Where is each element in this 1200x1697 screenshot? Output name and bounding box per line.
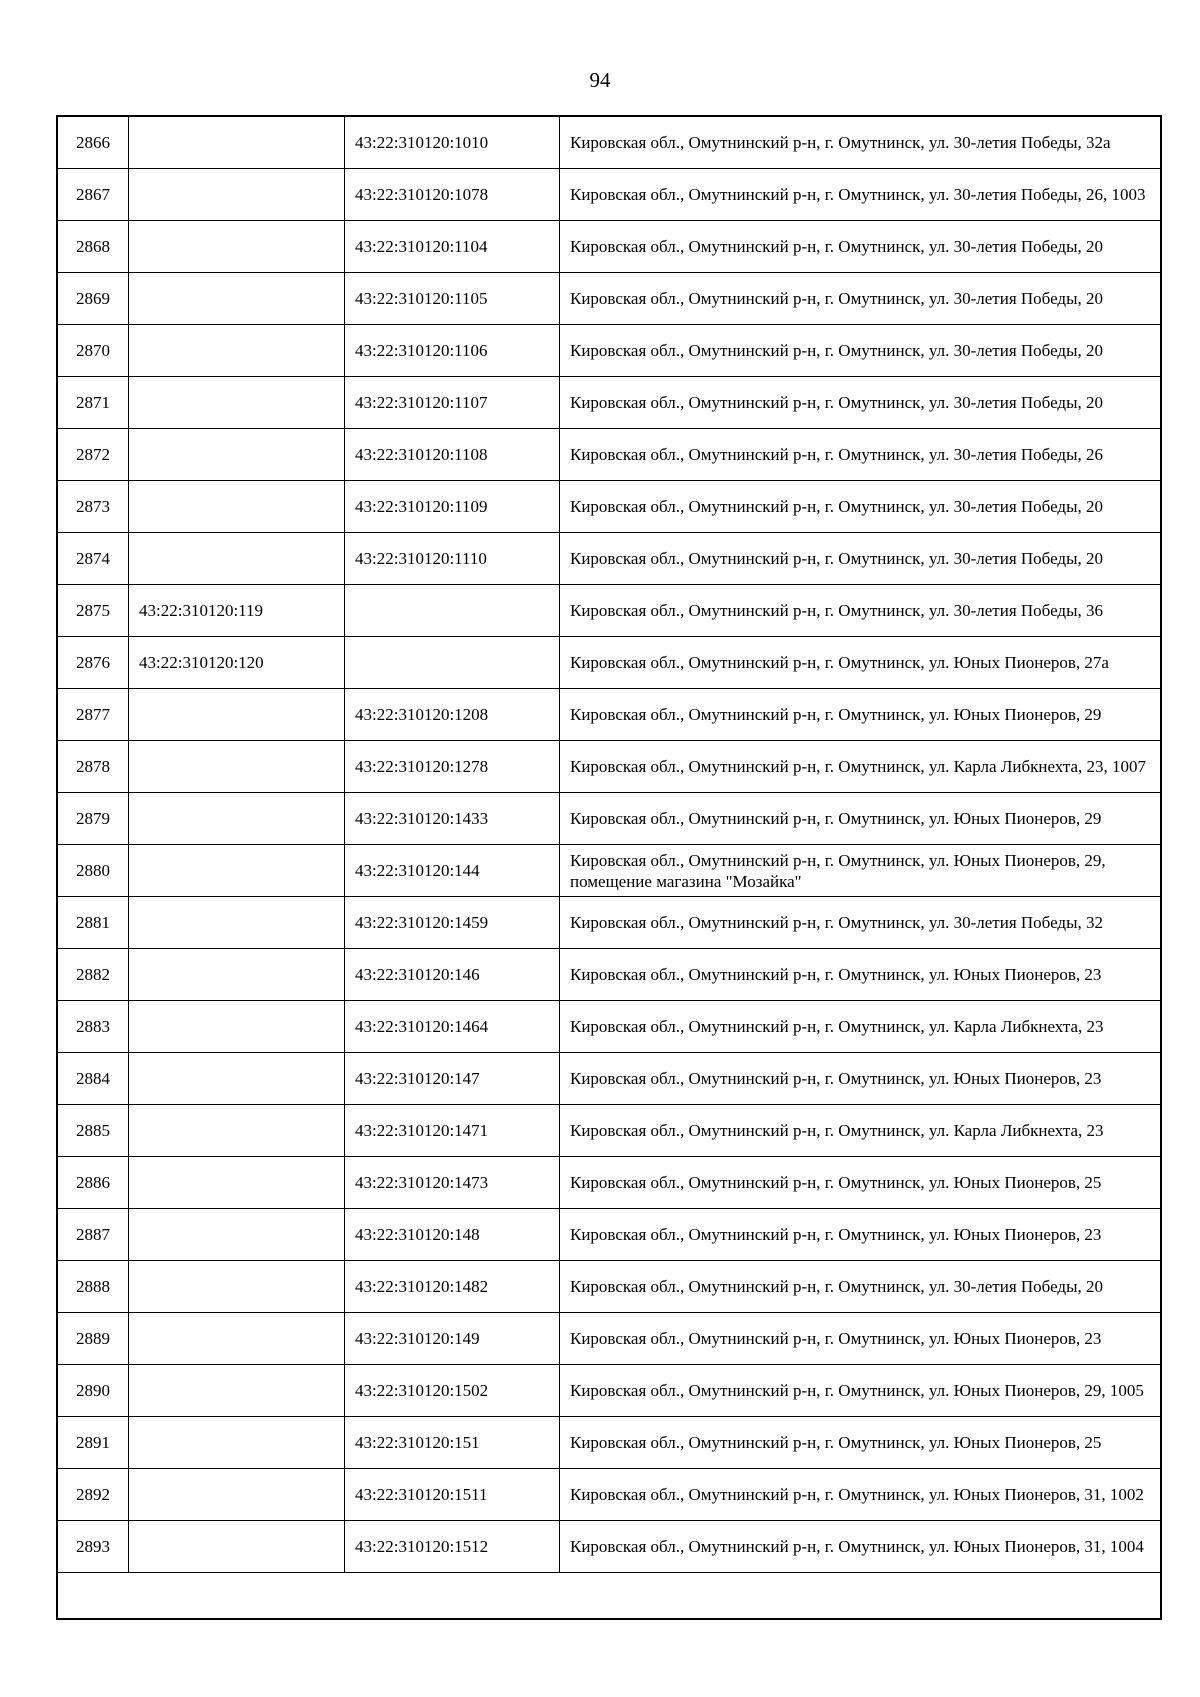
- table-row: [58, 533, 1162, 585]
- row-number-cell: 2893: [58, 1521, 129, 1573]
- address-cell: Кировская обл., Омутнинский р-н, г. Омутнинск, ул. Юных Пионеров, 25: [560, 1157, 1162, 1209]
- building-cadastral-number-cell: 43:22:310120:1511: [345, 1469, 560, 1521]
- address-cell: Кировская обл., Омутнинский р-н, г. Омутнинск, ул. Юных Пионеров, 31, 1002: [560, 1469, 1162, 1521]
- table-row: [58, 637, 1162, 689]
- address-cell: Кировская обл., Омутнинский р-н, г. Омутнинск, ул. 30-летия Победы, 20: [560, 273, 1162, 325]
- parcel-cadastral-number-cell: [129, 169, 345, 221]
- building-cadastral-number-cell: [345, 637, 560, 689]
- address-cell: Кировская обл., Омутнинский р-н, г. Омутнинск, ул. Юных Пионеров, 31, 1004: [560, 1521, 1162, 1573]
- parcel-cadastral-number-cell: [129, 1053, 345, 1105]
- row-number-cell: 2891: [58, 1417, 129, 1469]
- table-row: [58, 1469, 1162, 1521]
- row-number-cell: 2866: [58, 117, 129, 169]
- table-row: [58, 169, 1162, 221]
- row-number-cell: 2889: [58, 1313, 129, 1365]
- table-row: [58, 1209, 1162, 1261]
- building-cadastral-number-cell: 43:22:310120:144: [345, 845, 560, 897]
- building-cadastral-number-cell: 43:22:310120:1010: [345, 117, 560, 169]
- address-cell: Кировская обл., Омутнинский р-н, г. Омутнинск, ул. Юных Пионеров, 29: [560, 793, 1162, 845]
- row-number-cell: 2883: [58, 1001, 129, 1053]
- address-cell: Кировская обл., Омутнинский р-н, г. Омутнинск, ул. 30-летия Победы, 32а: [560, 117, 1162, 169]
- row-number-cell: 2876: [58, 637, 129, 689]
- address-cell: Кировская обл., Омутнинский р-н, г. Омутнинск, ул. Юных Пионеров, 23: [560, 1209, 1162, 1261]
- row-number-cell: 2867: [58, 169, 129, 221]
- table-row: [58, 1105, 1162, 1157]
- parcel-cadastral-number-cell: [129, 1157, 345, 1209]
- parcel-cadastral-number-cell: [129, 481, 345, 533]
- address-cell: Кировская обл., Омутнинский р-н, г. Омутнинск, ул. Юных Пионеров, 27а: [560, 637, 1162, 689]
- address-cell: Кировская обл., Омутнинский р-н, г. Омутнинск, ул. 30-летия Победы, 20: [560, 533, 1162, 585]
- table-row: [58, 377, 1162, 429]
- table-row: [58, 273, 1162, 325]
- parcel-cadastral-number-cell: [129, 845, 345, 897]
- table-row: [58, 1001, 1162, 1053]
- building-cadastral-number-cell: 43:22:310120:1473: [345, 1157, 560, 1209]
- parcel-cadastral-number-cell: [129, 429, 345, 481]
- row-number-cell: 2872: [58, 429, 129, 481]
- table-row: [58, 897, 1162, 949]
- row-number-cell: 2878: [58, 741, 129, 793]
- parcel-cadastral-number-cell: [129, 741, 345, 793]
- row-number-cell: 2892: [58, 1469, 129, 1521]
- address-cell: Кировская обл., Омутнинский р-н, г. Омутнинск, ул. 30-летия Победы, 32: [560, 897, 1162, 949]
- parcel-cadastral-number-cell: [129, 793, 345, 845]
- row-number-cell: 2884: [58, 1053, 129, 1105]
- table-row: [58, 221, 1162, 273]
- address-cell: Кировская обл., Омутнинский р-н, г. Омутнинск, ул. Карла Либкнехта, 23: [560, 1001, 1162, 1053]
- table-row: [58, 325, 1162, 377]
- table-row: [58, 117, 1162, 169]
- row-number-cell: 2875: [58, 585, 129, 637]
- parcel-cadastral-number-cell: [129, 117, 345, 169]
- building-cadastral-number-cell: 43:22:310120:1208: [345, 689, 560, 741]
- building-cadastral-number-cell: 43:22:310120:1433: [345, 793, 560, 845]
- row-number-cell: 2880: [58, 845, 129, 897]
- address-cell: Кировская обл., Омутнинский р-н, г. Омутнинск, ул. 30-летия Победы, 20: [560, 325, 1162, 377]
- row-number-cell: 2879: [58, 793, 129, 845]
- row-number-cell: 2874: [58, 533, 129, 585]
- building-cadastral-number-cell: 43:22:310120:1464: [345, 1001, 560, 1053]
- row-number-cell: 2881: [58, 897, 129, 949]
- row-number-cell: 2888: [58, 1261, 129, 1313]
- row-number-cell: 2890: [58, 1365, 129, 1417]
- building-cadastral-number-cell: 43:22:310120:1512: [345, 1521, 560, 1573]
- page-number: 94: [589, 68, 611, 92]
- row-number-cell: 2882: [58, 949, 129, 1001]
- address-cell: Кировская обл., Омутнинский р-н, г. Омутнинск, ул. 30-летия Победы, 26, 1003: [560, 169, 1162, 221]
- table-row: [58, 1053, 1162, 1105]
- row-number-cell: 2871: [58, 377, 129, 429]
- address-cell: Кировская обл., Омутнинский р-н, г. Омутнинск, ул. 30-летия Победы, 20: [560, 1261, 1162, 1313]
- parcel-cadastral-number-cell: [129, 1261, 345, 1313]
- address-cell: Кировская обл., Омутнинский р-н, г. Омутнинск, ул. 30-летия Победы, 26: [560, 429, 1162, 481]
- row-number-cell: 2887: [58, 1209, 129, 1261]
- address-cell: Кировская обл., Омутнинский р-н, г. Омутнинск, ул. Юных Пионеров, 29, 1005: [560, 1365, 1162, 1417]
- address-cell: Кировская обл., Омутнинский р-н, г. Омутнинск, ул. Юных Пионеров, 23: [560, 949, 1162, 1001]
- parcel-cadastral-number-cell: [129, 377, 345, 429]
- parcel-cadastral-number-cell: [129, 221, 345, 273]
- table-row: [58, 585, 1162, 637]
- row-number-cell: 2870: [58, 325, 129, 377]
- address-cell: Кировская обл., Омутнинский р-н, г. Омутнинск, ул. Юных Пионеров, 29, помещение магазина "Мозайка": [560, 845, 1162, 897]
- row-number-cell: 2868: [58, 221, 129, 273]
- building-cadastral-number-cell: 43:22:310120:1502: [345, 1365, 560, 1417]
- row-number-cell: 2869: [58, 273, 129, 325]
- parcel-cadastral-number-cell: [129, 273, 345, 325]
- building-cadastral-number-cell: 43:22:310120:1078: [345, 169, 560, 221]
- table-row: [58, 1417, 1162, 1469]
- table-row: [58, 949, 1162, 1001]
- parcel-cadastral-number-cell: [129, 897, 345, 949]
- table-row: [58, 741, 1162, 793]
- building-cadastral-number-cell: 43:22:310120:147: [345, 1053, 560, 1105]
- parcel-cadastral-number-cell: [129, 689, 345, 741]
- table-row: [58, 1261, 1162, 1313]
- parcel-cadastral-number-cell: [129, 1469, 345, 1521]
- building-cadastral-number-cell: 43:22:310120:1109: [345, 481, 560, 533]
- building-cadastral-number-cell: 43:22:310120:1105: [345, 273, 560, 325]
- parcel-cadastral-number-cell: [129, 1521, 345, 1573]
- parcel-cadastral-number-cell: [129, 949, 345, 1001]
- address-cell: Кировская обл., Омутнинский р-н, г. Омутнинск, ул. Юных Пионеров, 23: [560, 1053, 1162, 1105]
- building-cadastral-number-cell: 43:22:310120:148: [345, 1209, 560, 1261]
- building-cadastral-number-cell: 43:22:310120:1106: [345, 325, 560, 377]
- building-cadastral-number-cell: 43:22:310120:146: [345, 949, 560, 1001]
- parcel-cadastral-number-cell: [129, 1209, 345, 1261]
- table-row: [58, 481, 1162, 533]
- address-cell: Кировская обл., Омутнинский р-н, г. Омутнинск, ул. 30-летия Победы, 36: [560, 585, 1162, 637]
- table-row: [58, 1365, 1162, 1417]
- parcel-cadastral-number-cell: 43:22:310120:120: [129, 637, 345, 689]
- parcel-cadastral-number-cell: [129, 325, 345, 377]
- building-cadastral-number-cell: 43:22:310120:1278: [345, 741, 560, 793]
- building-cadastral-number-cell: 43:22:310120:1459: [345, 897, 560, 949]
- table-row: [58, 1521, 1162, 1573]
- table-row: [58, 1157, 1162, 1209]
- building-cadastral-number-cell: 43:22:310120:1110: [345, 533, 560, 585]
- address-cell: Кировская обл., Омутнинский р-н, г. Омутнинск, ул. Карла Либкнехта, 23, 1007: [560, 741, 1162, 793]
- building-cadastral-number-cell: 43:22:310120:1104: [345, 221, 560, 273]
- parcel-cadastral-number-cell: 43:22:310120:119: [129, 585, 345, 637]
- building-cadastral-number-cell: 43:22:310120:1107: [345, 377, 560, 429]
- address-cell: Кировская обл., Омутнинский р-н, г. Омутнинск, ул. Юных Пионеров, 23: [560, 1313, 1162, 1365]
- address-cell: Кировская обл., Омутнинский р-н, г. Омутнинск, ул. Карла Либкнехта, 23: [560, 1105, 1162, 1157]
- building-cadastral-number-cell: 43:22:310120:1471: [345, 1105, 560, 1157]
- register-table: [57, 116, 1162, 1573]
- row-number-cell: 2886: [58, 1157, 129, 1209]
- building-cadastral-number-cell: 43:22:310120:1108: [345, 429, 560, 481]
- table-row: [58, 1313, 1162, 1365]
- row-number-cell: 2877: [58, 689, 129, 741]
- row-number-cell: 2873: [58, 481, 129, 533]
- building-cadastral-number-cell: 43:22:310120:149: [345, 1313, 560, 1365]
- row-number-cell: 2885: [58, 1105, 129, 1157]
- parcel-cadastral-number-cell: [129, 1365, 345, 1417]
- parcel-cadastral-number-cell: [129, 1417, 345, 1469]
- address-cell: Кировская обл., Омутнинский р-н, г. Омутнинск, ул. Юных Пионеров, 29: [560, 689, 1162, 741]
- table-row: [58, 793, 1162, 845]
- address-cell: Кировская обл., Омутнинский р-н, г. Омутнинск, ул. 30-летия Победы, 20: [560, 221, 1162, 273]
- parcel-cadastral-number-cell: [129, 1313, 345, 1365]
- address-cell: Кировская обл., Омутнинский р-н, г. Омутнинск, ул. 30-летия Победы, 20: [560, 377, 1162, 429]
- table-row: [58, 689, 1162, 741]
- building-cadastral-number-cell: 43:22:310120:151: [345, 1417, 560, 1469]
- parcel-cadastral-number-cell: [129, 533, 345, 585]
- building-cadastral-number-cell: [345, 585, 560, 637]
- table-row: [58, 429, 1162, 481]
- address-cell: Кировская обл., Омутнинский р-н, г. Омутнинск, ул. Юных Пионеров, 25: [560, 1417, 1162, 1469]
- parcel-cadastral-number-cell: [129, 1105, 345, 1157]
- address-cell: Кировская обл., Омутнинский р-н, г. Омутнинск, ул. 30-летия Победы, 20: [560, 481, 1162, 533]
- register-table-body: [58, 117, 1162, 1573]
- building-cadastral-number-cell: 43:22:310120:1482: [345, 1261, 560, 1313]
- parcel-cadastral-number-cell: [129, 1001, 345, 1053]
- table-row: [58, 845, 1162, 897]
